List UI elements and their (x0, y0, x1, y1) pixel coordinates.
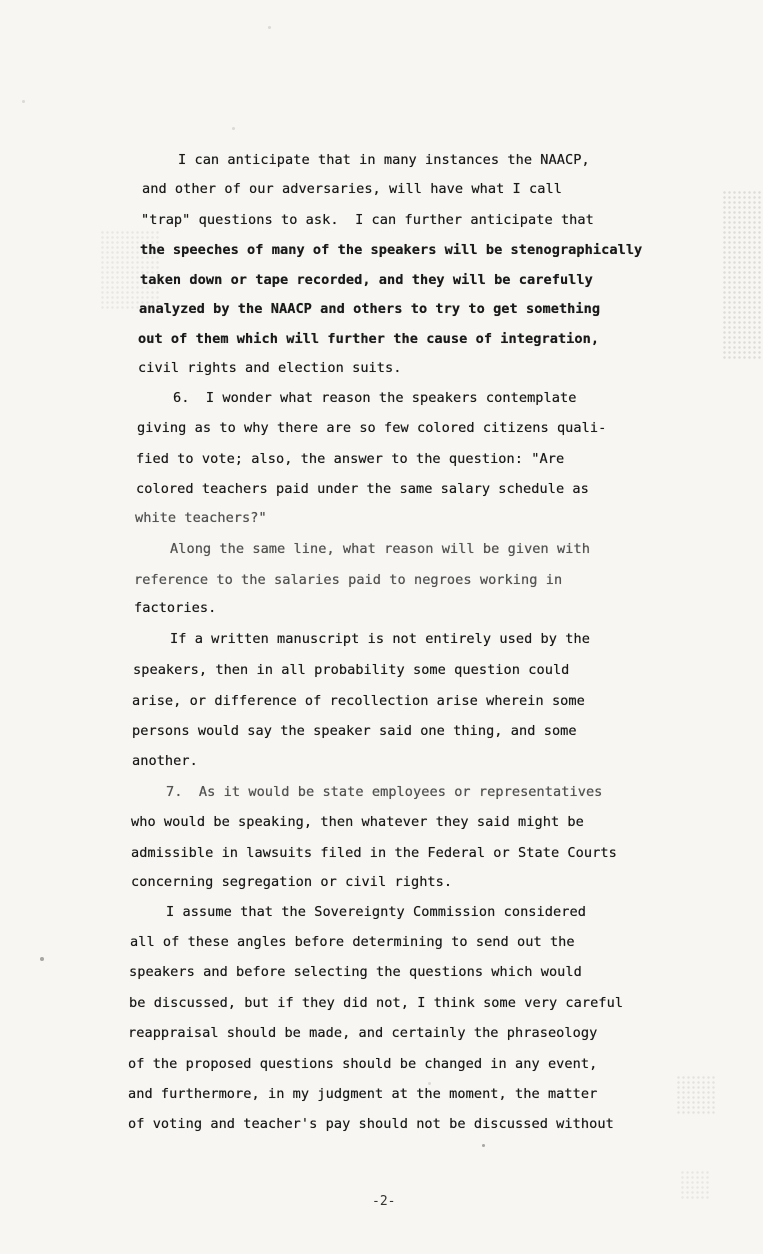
text-line: and furthermore, in my judgment at the moment, the matter (128, 1086, 598, 1102)
text-line: civil rights and election suits. (138, 360, 402, 376)
scan-noise-bottom-right (676, 1075, 716, 1115)
text-line: be discussed, but if they did not, I think some very careful (129, 995, 624, 1011)
scan-noise-right (722, 190, 763, 360)
speckle (40, 957, 44, 961)
text-line: reappraisal should be made, and certainly the phraseology (128, 1025, 598, 1041)
text-line: concerning segregation or civil rights. (131, 874, 453, 890)
text-line: taken down or tape recorded, and they will be carefully (140, 272, 593, 288)
text-line: all of these angles before determining to send out the (130, 934, 575, 950)
text-line: analyzed by the NAACP and others to try to get something (139, 301, 601, 317)
text-line: factories. (134, 600, 217, 616)
speckle (22, 100, 25, 103)
text-line: of the proposed questions should be changed in any event, (128, 1056, 598, 1072)
speckle (428, 1082, 431, 1085)
text-line: fied to vote; also, the answer to the question: "Are (136, 451, 565, 467)
text-line: I can anticipate that in many instances the NAACP, (178, 152, 590, 168)
text-line: another. (132, 753, 198, 769)
text-line: admissible in lawsuits filed in the Federal or State Courts (131, 845, 617, 861)
text-line: Along the same line, what reason will be given with (170, 541, 590, 557)
text-line: who would be speaking, then whatever they said might be (131, 814, 584, 830)
text-line: white teachers?" (135, 510, 267, 526)
scan-noise-corner (680, 1170, 710, 1200)
text-line: If a written manuscript is not entirely used by the (170, 631, 590, 647)
text-line: out of them which will further the cause of integration, (138, 331, 600, 347)
text-line: and other of our adversaries, will have what I call (142, 181, 562, 197)
text-line: speakers and before selecting the questions which would (129, 964, 582, 980)
text-line: reference to the salaries paid to negroes working in (134, 572, 563, 588)
text-line: colored teachers paid under the same salary schedule as (136, 481, 589, 497)
text-line: persons would say the speaker said one thing, and some (132, 723, 577, 739)
text-line: speakers, then in all probability some question could (133, 662, 570, 678)
text-line: arise, or difference of recollection arise wherein some (132, 693, 585, 709)
speckle (482, 1144, 485, 1147)
text-line: 6. I wonder what reason the speakers contemplate (173, 390, 577, 406)
speckle (232, 127, 235, 130)
text-line: "trap" questions to ask. I can further anticipate that (141, 212, 594, 228)
speckle (268, 26, 271, 29)
page-number: -2- (372, 1194, 396, 1209)
text-line: giving as to why there are so few colored citizens quali- (137, 420, 607, 436)
text-line: of voting and teacher's pay should not be discussed without (128, 1116, 614, 1132)
text-line: I assume that the Sovereignty Commission considered (166, 904, 586, 920)
text-line: 7. As it would be state employees or representatives (166, 784, 603, 800)
text-line: the speeches of many of the speakers will be stenographically (140, 242, 643, 258)
